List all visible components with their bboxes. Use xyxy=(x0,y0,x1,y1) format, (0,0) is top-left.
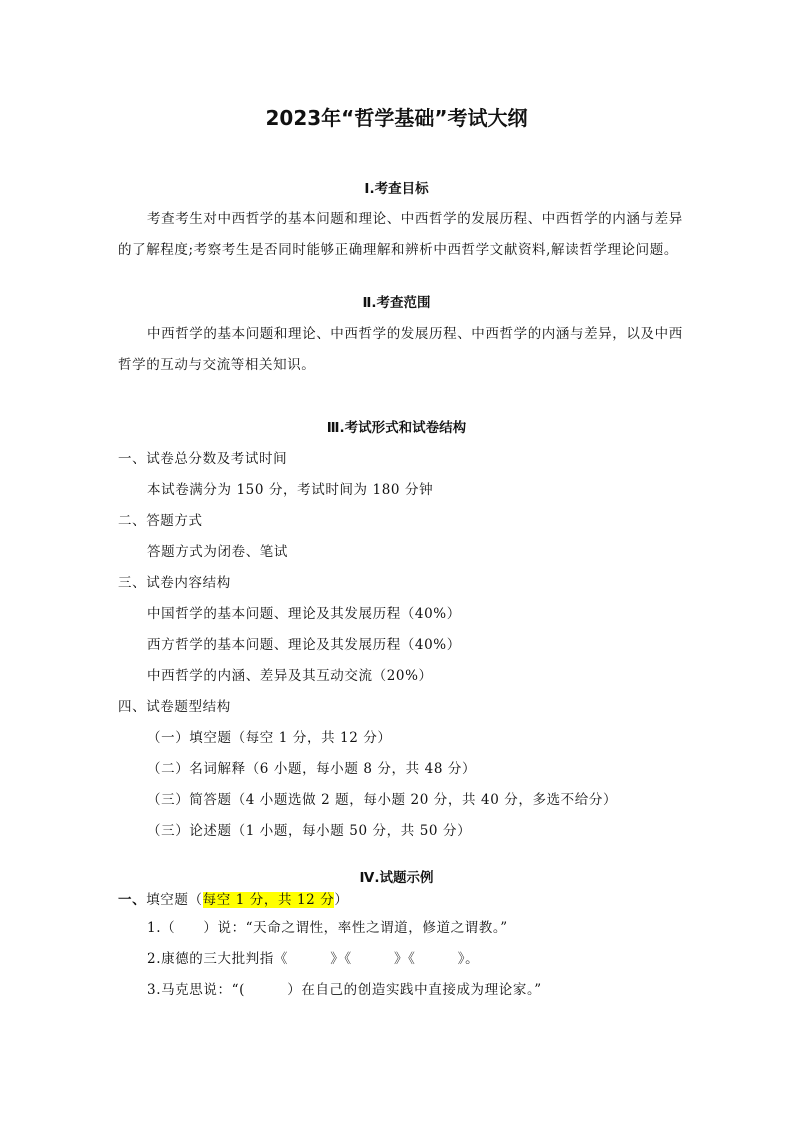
paragraph-line: 哲学的互动与交流等相关知识。 xyxy=(118,357,316,373)
list-item-detail: 西方哲学的基本问题、理论及其发展历程（40%） xyxy=(147,637,461,653)
example-label xyxy=(118,888,348,908)
example-prefix: 一、 xyxy=(118,892,147,908)
list-item-label: 四、试卷题型结构 xyxy=(118,699,231,715)
list-item-label: 一、试卷总分数及考试时间 xyxy=(118,451,288,467)
section-heading-examples: Ⅳ.试题示例 xyxy=(359,870,434,886)
question-item: 1.（ ）说：“天命之谓性，率性之谓道，修道之谓教。” xyxy=(147,920,508,936)
paragraph-line: 中西哲学的基本问题和理论、中西哲学的发展历程、中西哲学的内涵与差异，以及中西 xyxy=(147,326,683,342)
highlighted-text: 每空 1 分，共 12 分 xyxy=(202,892,335,908)
example-suffix: ） xyxy=(334,892,349,908)
list-item-detail: （三）论述题（1 小题，每小题 50 分，共 50 分） xyxy=(147,823,472,839)
question-item: 2.康德的三大批判指《 》《 》《 》。 xyxy=(147,951,480,967)
example-label-text: 填空题（ xyxy=(146,892,203,908)
list-item-label: 二、答题方式 xyxy=(118,513,203,529)
section-heading-format: Ⅲ.考试形式和试卷结构 xyxy=(326,420,467,436)
section-heading-objectives: Ⅰ.考查目标 xyxy=(364,181,429,197)
list-item-detail: 中国哲学的基本问题、理论及其发展历程（40%） xyxy=(147,606,461,622)
list-item-detail: 中西哲学的内涵、差异及其互动交流（20%） xyxy=(147,668,433,684)
list-item-label: 三、试卷内容结构 xyxy=(118,575,231,591)
section-heading-scope: Ⅱ.考查范围 xyxy=(362,295,431,311)
list-item-detail: （二）名词解释（6 小题，每小题 8 分，共 48 分） xyxy=(147,761,477,777)
list-item-detail: （一）填空题（每空 1 分，共 12 分） xyxy=(147,730,392,746)
page-title: 2023年“哲学基础”考试大纲 xyxy=(265,106,528,130)
paragraph-line: 的了解程度;考察考生是否同时能够正确理解和辨析中西哲学文献资料,解读哲学理论问题。 xyxy=(118,242,678,258)
paragraph-line: 考查考生对中西哲学的基本问题和理论、中西哲学的发展历程、中西哲学的内涵与差异 xyxy=(147,211,683,227)
list-item-detail: 答题方式为闭卷、笔试 xyxy=(147,544,288,560)
list-item-detail: 本试卷满分为 150 分，考试时间为 180 分钟 xyxy=(147,482,434,498)
list-item-detail: （三）简答题（4 小题选做 2 题，每小题 20 分，共 40 分，多选不给分） xyxy=(147,792,618,808)
question-item: 3.马克思说：“( ）在自己的创造实践中直接成为理论家。” xyxy=(147,982,542,998)
